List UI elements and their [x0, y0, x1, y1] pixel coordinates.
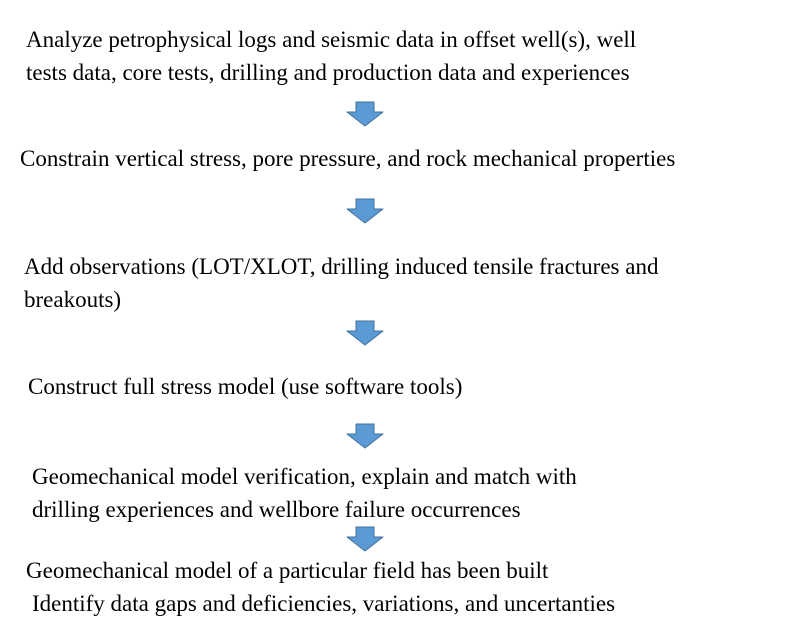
step-text-line: drilling experiences and wellbore failure occurrences: [32, 497, 521, 522]
step-model-built: [26, 554, 548, 587]
step-text-line: Identify data gaps and deficiencies, variations, and uncertanties: [32, 591, 616, 616]
step-text-line: Construct full stress model (use software tools): [28, 374, 463, 399]
down-arrow-icon: [346, 526, 384, 552]
step-model-verification: [32, 460, 577, 526]
step-text-line: tests data, core tests, drilling and production data and experiences: [26, 60, 630, 85]
step-identify-gaps: [32, 587, 615, 620]
step-text-line: Add observations (LOT/XLOT, drilling induced tensile fractures and: [24, 254, 659, 279]
down-arrow-icon: [346, 198, 384, 224]
step-constrain-stress: [20, 142, 675, 175]
step-text-line: breakouts): [24, 287, 122, 312]
step-analyze-data: [26, 23, 636, 89]
step-add-observations: [24, 250, 658, 316]
step-text-line: Geomechanical model verification, explain and match with: [32, 464, 577, 489]
step-text-line: Geomechanical model of a particular field has been built: [26, 558, 549, 583]
down-arrow-icon: [346, 423, 384, 449]
down-arrow-icon: [346, 320, 384, 346]
step-construct-stress-model: [28, 370, 462, 403]
down-arrow-icon: [346, 101, 384, 127]
step-text-line: Constrain vertical stress, pore pressure, and rock mechanical properties: [20, 146, 676, 171]
step-text-line: Analyze petrophysical logs and seismic data in offset well(s), well: [26, 27, 637, 52]
